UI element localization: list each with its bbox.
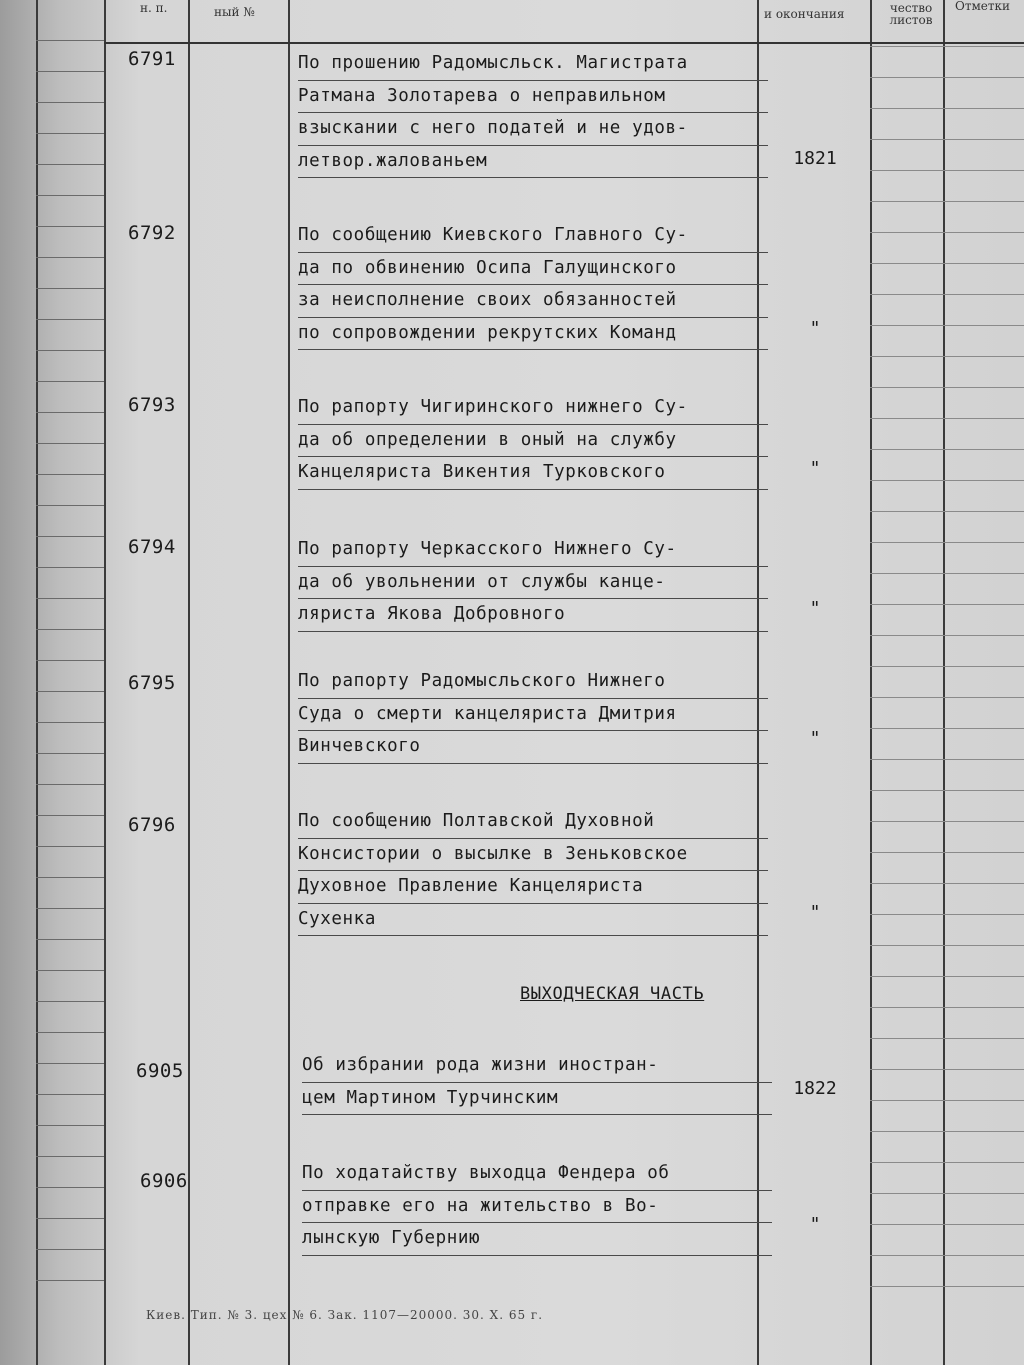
record-line: взыскании с него податей и не удов- xyxy=(298,113,768,146)
column-rule xyxy=(36,0,38,1365)
record-line: По прошению Радомысльск. Магистрата xyxy=(298,48,768,81)
record-line: По ходатайству выходца Фендера об xyxy=(302,1158,772,1191)
ruled-line xyxy=(870,356,1024,357)
ruled-line xyxy=(36,722,104,723)
ruled-line xyxy=(36,102,104,103)
ruled-line xyxy=(36,505,104,506)
ruled-line xyxy=(870,108,1024,109)
ruled-line xyxy=(36,1125,104,1126)
record-line: Винчевского xyxy=(298,731,768,764)
header-col-dates: и окончания xyxy=(764,7,845,21)
record-line: Об избрании рода жизни иностран- xyxy=(302,1050,772,1083)
ruled-line xyxy=(870,914,1024,915)
ruled-line xyxy=(36,536,104,537)
record-line: Сухенка xyxy=(298,904,768,937)
record-line: цем Мартином Турчинским xyxy=(302,1083,772,1116)
ruled-line xyxy=(36,567,104,568)
ruled-line xyxy=(870,480,1024,481)
ruled-line xyxy=(870,790,1024,791)
ruled-line xyxy=(36,164,104,165)
record-date: 1821 xyxy=(793,148,837,169)
ruled-line xyxy=(36,319,104,320)
ruled-line xyxy=(36,226,104,227)
record-number: 6794 xyxy=(128,536,176,558)
record-line: Духовное Правление Канцеляриста xyxy=(298,871,768,904)
record-line: По рапорту Черкасского Нижнего Су- xyxy=(298,534,768,567)
ruled-line xyxy=(870,325,1024,326)
ruled-line xyxy=(870,294,1024,295)
ruled-line xyxy=(870,542,1024,543)
ruled-line xyxy=(36,691,104,692)
ruled-line xyxy=(36,350,104,351)
ruled-line xyxy=(36,1094,104,1095)
record-line: Канцеляриста Викентия Турковского xyxy=(298,457,768,490)
record-description xyxy=(298,392,768,490)
ruled-line xyxy=(870,852,1024,853)
ruled-line xyxy=(36,71,104,72)
record-date: " xyxy=(809,1214,821,1235)
ruled-line xyxy=(870,666,1024,667)
record-description xyxy=(298,666,768,764)
ruled-line xyxy=(870,697,1024,698)
record-line: По рапорту Чигиринского нижнего Су- xyxy=(298,392,768,425)
record-date: " xyxy=(809,598,821,619)
record-line: По сообщению Киевского Главного Су- xyxy=(298,220,768,253)
record-description xyxy=(302,1050,772,1115)
column-rule xyxy=(870,0,872,1365)
record-date: " xyxy=(809,458,821,479)
ruled-line xyxy=(36,381,104,382)
ruled-line xyxy=(870,232,1024,233)
ruled-line xyxy=(870,573,1024,574)
record-line: по сопровождении рекрутских Команд xyxy=(298,318,768,351)
column-rule xyxy=(104,0,106,1365)
ruled-line xyxy=(36,1032,104,1033)
record-description xyxy=(298,48,768,178)
ruled-line xyxy=(36,288,104,289)
ruled-line xyxy=(870,604,1024,605)
column-rule xyxy=(943,0,945,1365)
ruled-line xyxy=(870,1100,1024,1101)
ruled-line xyxy=(36,1280,104,1281)
ruled-line xyxy=(36,474,104,475)
header-col-sheets: чество листов xyxy=(889,1,933,27)
record-line: за неисполнение своих обязанностей xyxy=(298,285,768,318)
ruled-line xyxy=(870,46,1024,47)
record-date: " xyxy=(809,318,821,339)
record-line: По рапорту Радомысльского Нижнего xyxy=(298,666,768,699)
ruled-line xyxy=(870,1131,1024,1132)
record-description xyxy=(302,1158,772,1256)
column-rule xyxy=(188,0,190,1365)
printer-imprint: Киев. Тип. № 3. цех № 6. Зак. 1107—20000. 30. X. 65 г. xyxy=(146,1308,544,1322)
record-date: 1822 xyxy=(793,1078,837,1099)
record-date: " xyxy=(809,902,821,923)
record-number: 6906 xyxy=(140,1170,188,1192)
record-date: " xyxy=(809,728,821,749)
ruled-line xyxy=(36,1001,104,1002)
ruled-line xyxy=(870,511,1024,512)
ruled-line xyxy=(870,1286,1024,1287)
ruled-line xyxy=(36,970,104,971)
ruled-line xyxy=(36,908,104,909)
ruled-line xyxy=(36,412,104,413)
ruled-line xyxy=(36,846,104,847)
ruled-line xyxy=(870,449,1024,450)
ruled-line xyxy=(870,759,1024,760)
ruled-line xyxy=(870,1069,1024,1070)
record-line: Консистории о высылке в Зеньковское xyxy=(298,839,768,872)
ruled-line xyxy=(36,1218,104,1219)
ruled-line xyxy=(36,939,104,940)
record-number: 6795 xyxy=(128,672,176,694)
record-number: 6792 xyxy=(128,222,176,244)
ruled-line xyxy=(36,598,104,599)
ruled-line xyxy=(870,1255,1024,1256)
ruled-line xyxy=(36,1156,104,1157)
record-line: да по обвинению Осипа Галущинского xyxy=(298,253,768,286)
record-line: Суда о смерти канцеляриста Дмитрия xyxy=(298,699,768,732)
ruled-line xyxy=(870,1007,1024,1008)
ruled-line xyxy=(36,877,104,878)
header-col-inv: ный № xyxy=(214,5,255,19)
column-rule xyxy=(288,0,290,1365)
header-col-num: н. п. xyxy=(140,1,168,15)
ruled-line xyxy=(36,753,104,754)
ruled-line xyxy=(36,660,104,661)
record-number: 6905 xyxy=(136,1060,184,1082)
ruled-line xyxy=(36,133,104,134)
ruled-line xyxy=(36,815,104,816)
record-number: 6793 xyxy=(128,394,176,416)
ruled-line xyxy=(870,728,1024,729)
ruled-line xyxy=(36,40,104,41)
record-description xyxy=(298,534,768,632)
ruled-line xyxy=(870,1193,1024,1194)
record-line: отправке его на жительство в Во- xyxy=(302,1191,772,1224)
ruled-line xyxy=(870,1162,1024,1163)
ruled-line xyxy=(870,170,1024,171)
record-line: летвор.жалованьем xyxy=(298,146,768,179)
record-line: Ратмана Золотарева о неправильном xyxy=(298,81,768,114)
ruled-line xyxy=(870,1038,1024,1039)
ruled-line xyxy=(870,77,1024,78)
record-line: По сообщению Полтавской Духовной xyxy=(298,806,768,839)
ruled-line xyxy=(870,139,1024,140)
ruled-line xyxy=(36,1249,104,1250)
ruled-line xyxy=(870,418,1024,419)
ruled-line xyxy=(870,263,1024,264)
ruled-line xyxy=(870,387,1024,388)
ruled-line xyxy=(36,257,104,258)
ruled-line xyxy=(870,883,1024,884)
record-description xyxy=(298,220,768,350)
ruled-line xyxy=(870,1224,1024,1225)
ruled-line xyxy=(36,195,104,196)
ruled-line xyxy=(870,635,1024,636)
record-line: да об увольнении от службы канце- xyxy=(298,567,768,600)
record-number: 6791 xyxy=(128,48,176,70)
record-number: 6796 xyxy=(128,814,176,836)
ruled-line xyxy=(36,1187,104,1188)
header-col-notes: Отметки xyxy=(955,0,1011,13)
record-description xyxy=(298,806,768,936)
ruled-line xyxy=(870,201,1024,202)
ruled-line xyxy=(36,1063,104,1064)
record-line: лынскую Губернию xyxy=(302,1223,772,1256)
ruled-line xyxy=(36,629,104,630)
ruled-line xyxy=(870,821,1024,822)
record-line: да об определении в оный на службу xyxy=(298,425,768,458)
section-title: ВЫХОДЧЕСКАЯ ЧАСТЬ xyxy=(520,984,705,1004)
ruled-line xyxy=(36,443,104,444)
ruled-line xyxy=(36,784,104,785)
ruled-line xyxy=(870,945,1024,946)
ruled-line xyxy=(870,976,1024,977)
header-rule xyxy=(104,42,1024,44)
record-line: ляриста Якова Добровного xyxy=(298,599,768,632)
